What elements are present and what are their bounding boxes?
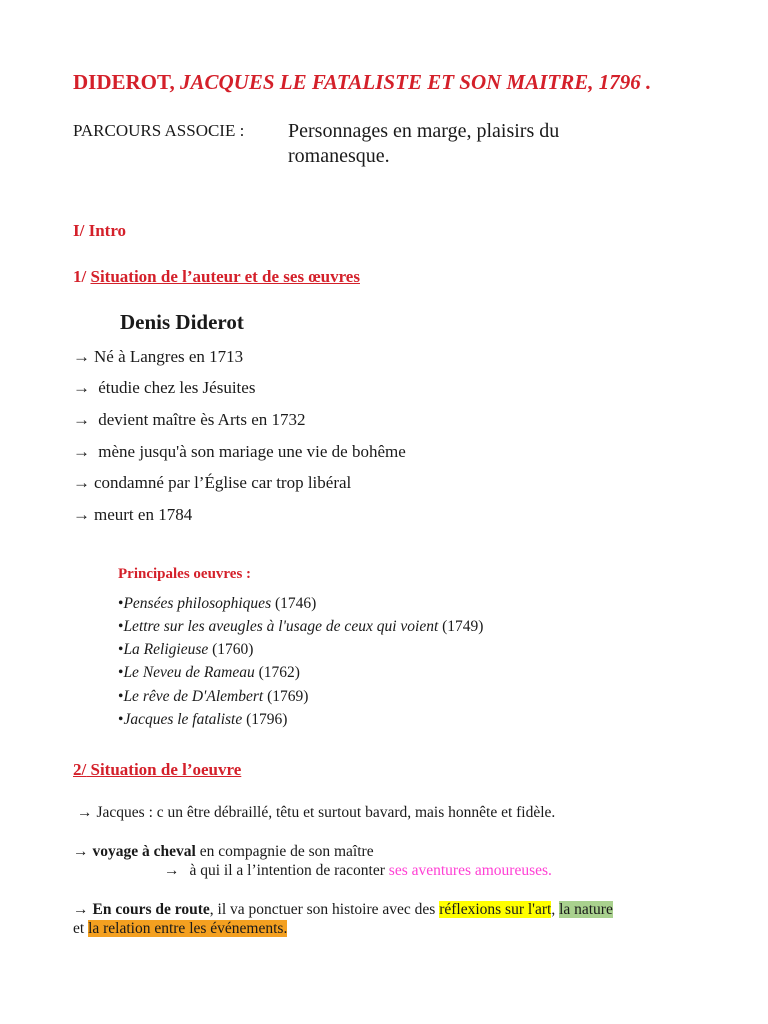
arrow-icon: → — [73, 347, 90, 366]
bio-item: → mène jusqu'à son mariage une vie de bohême — [73, 442, 406, 461]
bio-item: → condamné par l’Église car trop libéral — [73, 473, 352, 492]
work-item: •Le Neveu de Rameau (1762) — [118, 664, 300, 681]
arrow-icon: → — [73, 410, 90, 429]
section-work-heading — [73, 760, 241, 780]
paragraph-jacques: → Jacques : c un être débraillé, têtu et surtout bavard, mais honnête et fidèle. — [77, 804, 556, 821]
work-item: •Lettre sur les aveugles à l'usage de ceux qui voient (1749) — [118, 618, 484, 635]
work-item: •Jacques le fataliste (1796) — [118, 711, 288, 728]
document-title — [73, 70, 651, 95]
section-work-title: Situation de l’oeuvre — [86, 760, 242, 779]
paragraph-route-line2: et la relation entre les événements. — [73, 920, 288, 937]
work-item: •La Religieuse (1760) — [118, 641, 254, 658]
section-intro-heading: I/ Intro — [73, 221, 127, 240]
paragraph-voyage: → voyage à cheval en compagnie de son maître — [73, 843, 374, 860]
section-author-title: Situation de l’auteur et de ses œuvres — [90, 267, 360, 286]
work-item: •Le rêve de D'Alembert (1769) — [118, 688, 309, 705]
section-author-heading — [73, 267, 360, 287]
bio-item: → Né à Langres en 1713 — [73, 347, 244, 366]
author-name: Denis Diderot — [120, 310, 244, 334]
bullet-icon: • — [118, 641, 124, 658]
paragraph-route: → En cours de route, il va ponctuer son histoire avec des réflexions sur l'art, la nature — [73, 901, 613, 918]
bullet-icon: • — [118, 618, 124, 635]
bullet-icon: • — [118, 711, 124, 728]
arrow-icon: → — [73, 901, 89, 918]
parcours-text — [288, 119, 648, 169]
highlight-green: la nature — [559, 901, 613, 918]
works-title: Principales oeuvres : — [118, 566, 252, 582]
highlight-pink-text: ses aventures amoureuses. — [388, 862, 552, 879]
arrow-icon: → — [77, 804, 93, 821]
highlight-orange: la relation entre les événements. — [88, 920, 288, 937]
highlight-yellow: réflexions sur l'art — [439, 901, 552, 918]
bullet-icon: • — [118, 664, 124, 681]
section-work-prefix: 2/ — [73, 760, 87, 779]
arrow-icon: → — [73, 843, 89, 860]
arrow-icon: → — [73, 473, 90, 492]
arrow-icon: → — [73, 505, 90, 524]
bullet-icon: • — [118, 595, 124, 612]
paragraph-voyage-sub: → à qui il a l’intention de raconter ses aventures amoureuses. — [164, 862, 552, 879]
section-author-prefix: 1/ — [73, 267, 91, 286]
title-author: DIDEROT, — [73, 70, 175, 94]
bio-item: → meurt en 1784 — [73, 505, 193, 524]
parcours-label: PARCOURS ASSOCIE : — [73, 121, 245, 140]
title-work: JACQUES LE FATALISTE ET SON MAITRE, 1796 . — [179, 70, 652, 94]
bio-item: → étudie chez les Jésuites — [73, 378, 256, 397]
bio-item: → devient maître ès Arts en 1732 — [73, 410, 306, 429]
parcours-line2: romanesque. — [288, 145, 390, 167]
arrow-icon: → — [73, 378, 90, 397]
arrow-icon: → — [73, 442, 90, 461]
work-item: •Pensées philosophiques (1746) — [118, 595, 317, 612]
parcours-line1: Personnages en marge, plaisirs du — [288, 120, 560, 142]
arrow-icon: → — [164, 862, 180, 879]
bullet-icon: • — [118, 688, 124, 705]
